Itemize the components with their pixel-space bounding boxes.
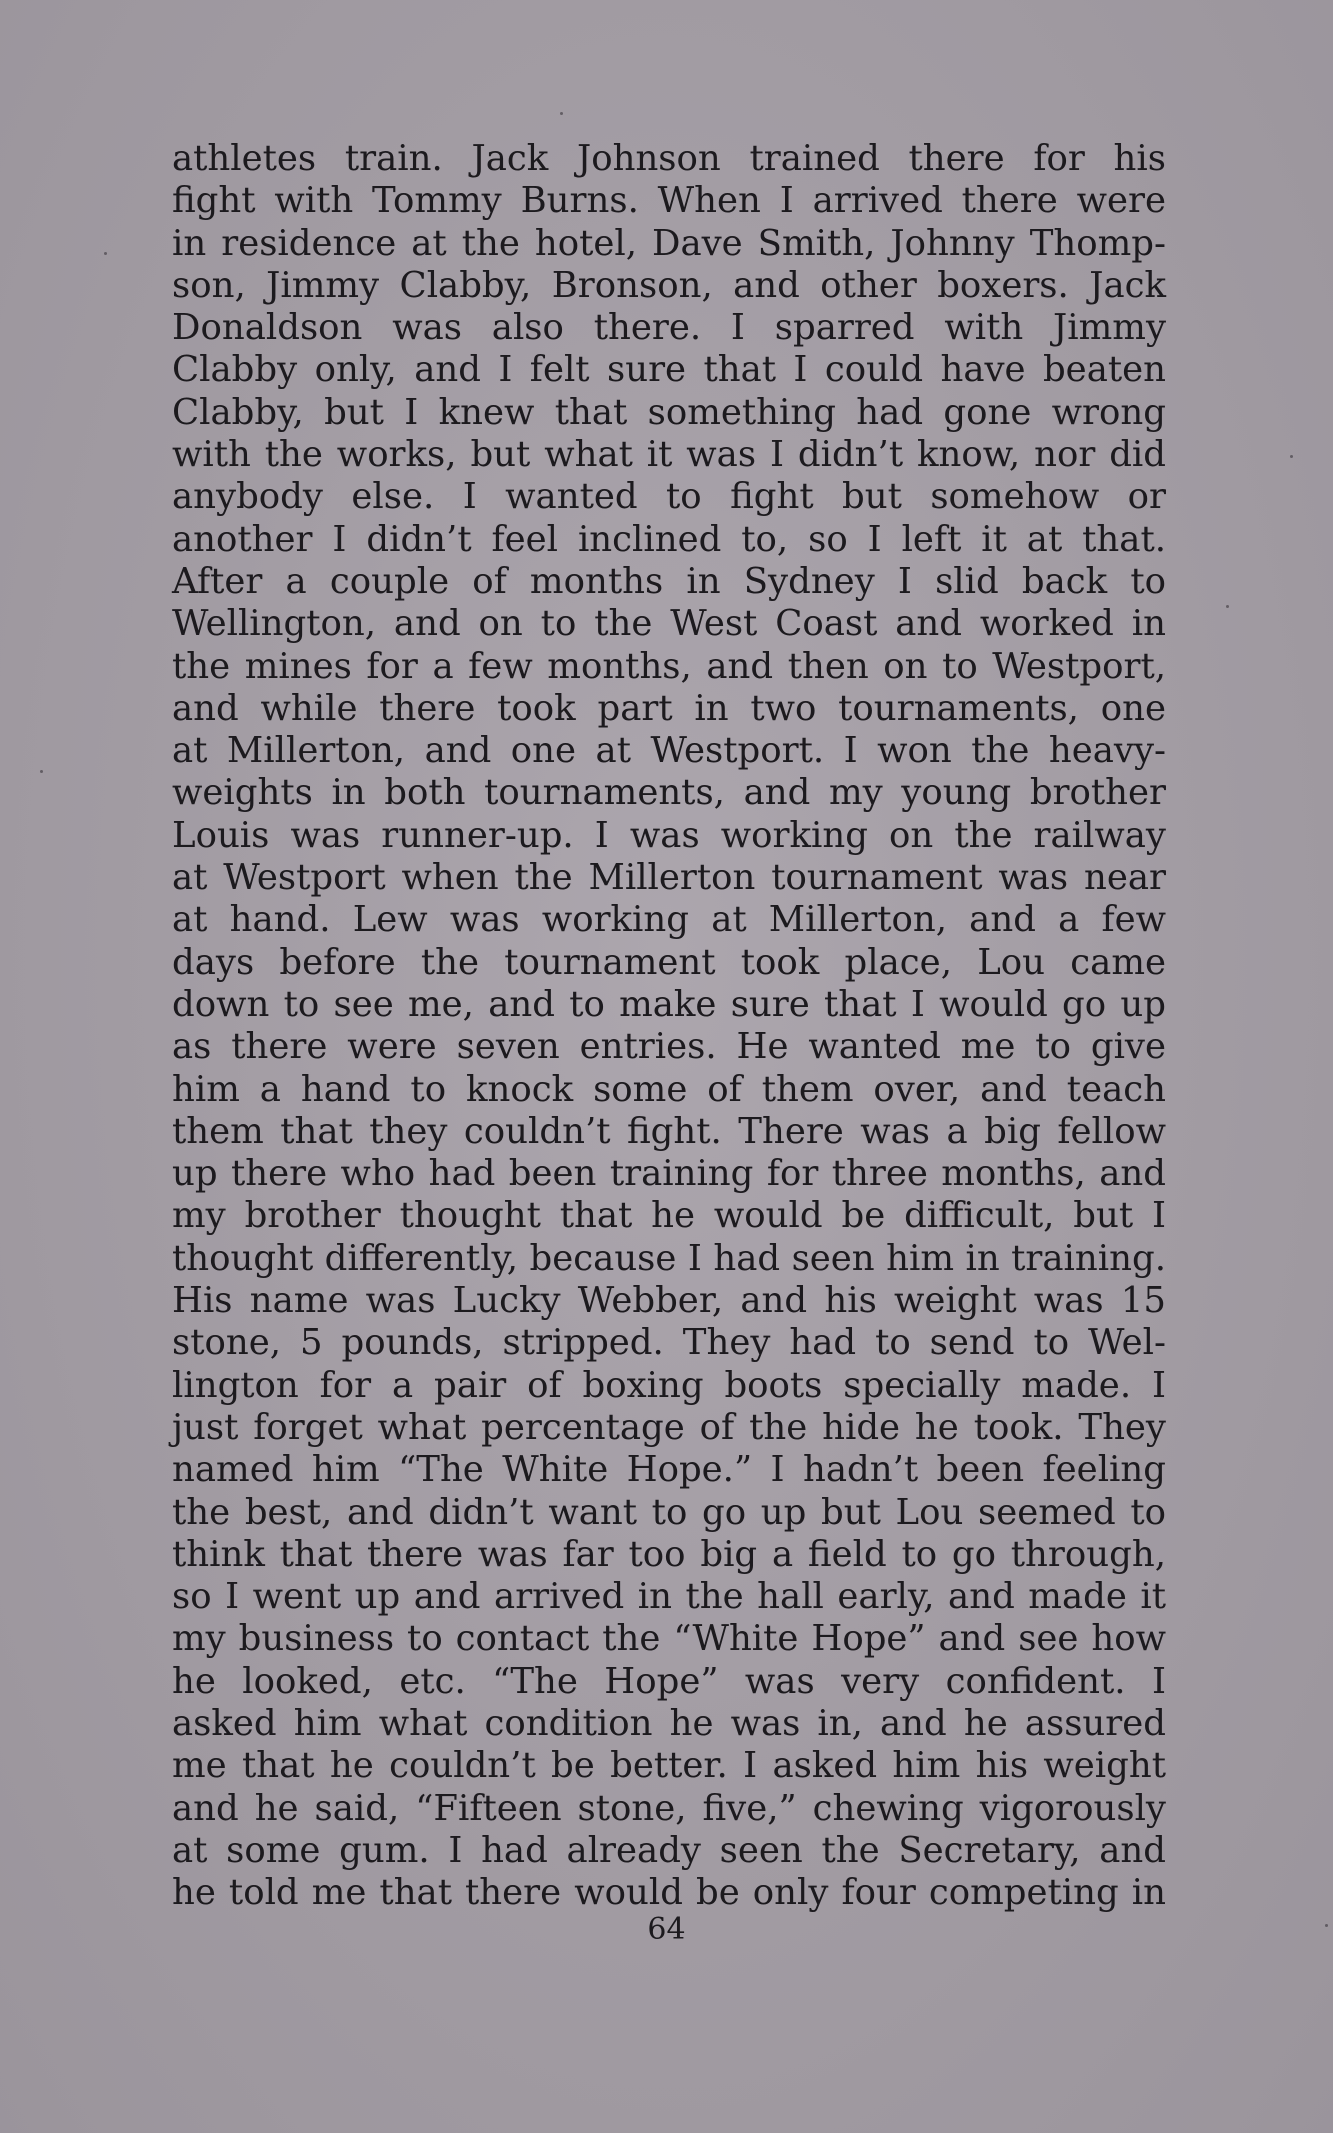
paper-speck <box>104 252 107 255</box>
text-line: at Millerton, and one at Westport. I won the heavy- <box>172 730 1166 772</box>
text-line: at Westport when the Millerton tournament was near <box>172 857 1166 899</box>
text-line: Donaldson was also there. I sparred with Jimmy <box>172 307 1166 349</box>
text-line: he told me that there would be only four competing in <box>172 1872 1166 1914</box>
text-line: as there were seven entries. He wanted me to give <box>172 1026 1166 1068</box>
text-line: at hand. Lew was working at Millerton, and a few <box>172 899 1166 941</box>
text-line: them that they couldn’t fight. There was a big fellow <box>172 1110 1166 1152</box>
text-line: the mines for a few months, and then on to Westport, <box>172 645 1166 687</box>
text-line: my brother thought that he would be difficult, but I <box>172 1195 1166 1237</box>
text-line: weights in both tournaments, and my young brother <box>172 772 1166 814</box>
text-line: Louis was runner-up. I was working on the railway <box>172 814 1166 856</box>
paper-speck <box>40 770 43 773</box>
text-line: my business to contact the “White Hope” and see how <box>172 1618 1166 1660</box>
text-line: down to see me, and to make sure that I would go up <box>172 983 1166 1025</box>
text-line: son, Jimmy Clabby, Bronson, and other boxers. Jack <box>172 264 1166 306</box>
paper-speck <box>1226 605 1229 608</box>
text-line: After a couple of months in Sydney I slid back to <box>172 560 1166 602</box>
text-line: and while there took part in two tournaments, one <box>172 687 1166 729</box>
text-line: anybody else. I wanted to fight but somehow or <box>172 476 1166 518</box>
text-line: the best, and didn’t want to go up but Lou seemed to <box>172 1491 1166 1533</box>
text-line: think that there was far too big a field to go through, <box>172 1533 1166 1575</box>
text-line: up there who had been training for three months, and <box>172 1153 1166 1195</box>
text-line: stone, 5 pounds, stripped. They had to send to Wel- <box>172 1322 1166 1364</box>
text-line: in residence at the hotel, Dave Smith, Johnny Thomp- <box>172 222 1166 264</box>
text-line: me that he couldn’t be better. I asked him his weight <box>172 1745 1166 1787</box>
text-line: days before the tournament took place, Lou came <box>172 941 1166 983</box>
text-line: at some gum. I had already seen the Secretary, and <box>172 1829 1166 1871</box>
body-text <box>172 138 1166 1914</box>
text-line: Wellington, and on to the West Coast and worked in <box>172 603 1166 645</box>
text-line: asked him what condition he was in, and he assured <box>172 1702 1166 1744</box>
paper-speck <box>1290 455 1293 458</box>
text-line: Clabby only, and I felt sure that I could have beaten <box>172 349 1166 391</box>
text-line: him a hand to knock some of them over, and teach <box>172 1068 1166 1110</box>
text-line: lington for a pair of boxing boots specially made. I <box>172 1364 1166 1406</box>
text-line: His name was Lucky Webber, and his weight was 15 <box>172 1280 1166 1322</box>
text-line: Clabby, but I knew that something had gone wrong <box>172 391 1166 433</box>
text-line: with the works, but what it was I didn’t know, nor did <box>172 434 1166 476</box>
paper-speck <box>560 112 563 115</box>
text-line: so I went up and arrived in the hall early, and made it <box>172 1576 1166 1618</box>
text-line: another I didn’t feel inclined to, so I left it at that. <box>172 518 1166 560</box>
page-number: 64 <box>647 1912 686 1947</box>
text-line: he looked, etc. “The Hope” was very confident. I <box>172 1660 1166 1702</box>
text-line: thought differently, because I had seen him in training. <box>172 1237 1166 1279</box>
text-line: just forget what percentage of the hide he took. They <box>172 1406 1166 1448</box>
text-line: named him “The White Hope.” I hadn’t been feeling <box>172 1449 1166 1491</box>
text-line: fight with Tommy Burns. When I arrived there were <box>172 180 1166 222</box>
text-line: and he said, “Fifteen stone, five,” chewing vigorously <box>172 1787 1166 1829</box>
text-line: athletes train. Jack Johnson trained there for his <box>172 138 1166 179</box>
